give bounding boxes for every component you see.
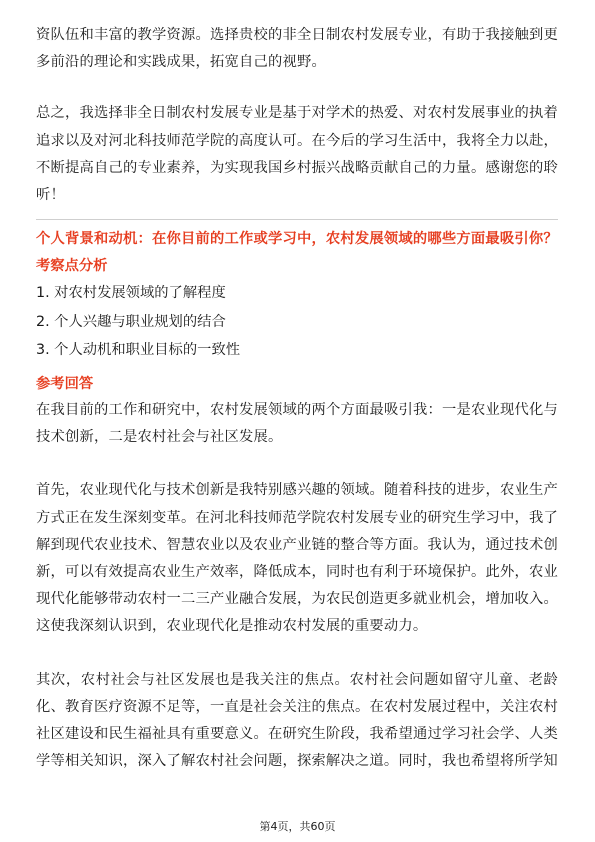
section-divider: [36, 219, 558, 220]
answer-heading: 参考回答: [36, 375, 94, 392]
list-item: 3. 个人动机和职业目标的一致性: [36, 342, 241, 359]
question-title: 个人背景和动机：在你目前的工作或学习中，农村发展领域的哪些方面最吸引你？: [36, 231, 558, 248]
intro-paragraph: 资队伍和丰富的教学资源。选择贵校的非全日制农村发展专业，有助于我接触到更多前沿的理论和实践成果，拓宽自己的视野。: [36, 27, 558, 71]
spacer: [36, 641, 558, 667]
answer-paragraph-2: 首先，农业现代化与技术创新是我特别感兴趣的领域。随着科技的进步，农业生产方式正在发生深刻变革。在河北科技师范学院农村发展专业的研究生学习中，我了解到现代农业技术、智慧农业以及农业产业链的整合等方面。我认为，通过技术创新，可以有效提高农业生产效率，降低成本，同时也有利于环境保护。此外，农业现代化能够带动农村一二三产业融合发展，为农民创造更多就业机会，增加收入。这使我深刻认识到，农业现代化是推动农村发展的重要动力。: [36, 482, 558, 635]
spacer: [36, 451, 558, 477]
analysis-list: [36, 279, 558, 365]
list-item: 2. 个人兴趣与职业规划的结合: [36, 313, 226, 330]
conclusion-paragraph: 总之，我选择非全日制农村发展专业是基于对学术的热爱、对农村发展事业的执着追求以及对河北科技师范学院的高度认可。在今后的学习生活中，我将全力以赴，不断提高自己的专业素养，为实现我国乡村振兴战略贡献自己的力量。感谢您的聆听！: [36, 105, 558, 204]
analysis-heading: 考察点分析: [36, 258, 108, 275]
document-body: [36, 22, 558, 775]
page-number: 第4页，共60页: [259, 820, 336, 833]
answer-paragraph-1: 在我目前的工作和研究中，农村发展领域的两个方面最吸引我：一是农业现代化与技术创新，二是农村社会与社区发展。: [36, 401, 558, 446]
spacer: [36, 76, 558, 100]
answer-paragraph-3: 其次，农村社会与社区发展也是我关注的焦点。农村社会问题如留守儿童、老龄化、教育医疗资源不足等，一直是社会关注的焦点。在农村发展过程中，关注农村社区建设和民生福祉具有重要意义。在研究生阶段，我希望通过学习社会学、人类学等相关知识，深入了解农村社会问题，探索解决之道。同时，我也希望将所学知: [36, 671, 558, 770]
list-item: 1. 对农村发展领域的了解程度: [36, 285, 226, 302]
